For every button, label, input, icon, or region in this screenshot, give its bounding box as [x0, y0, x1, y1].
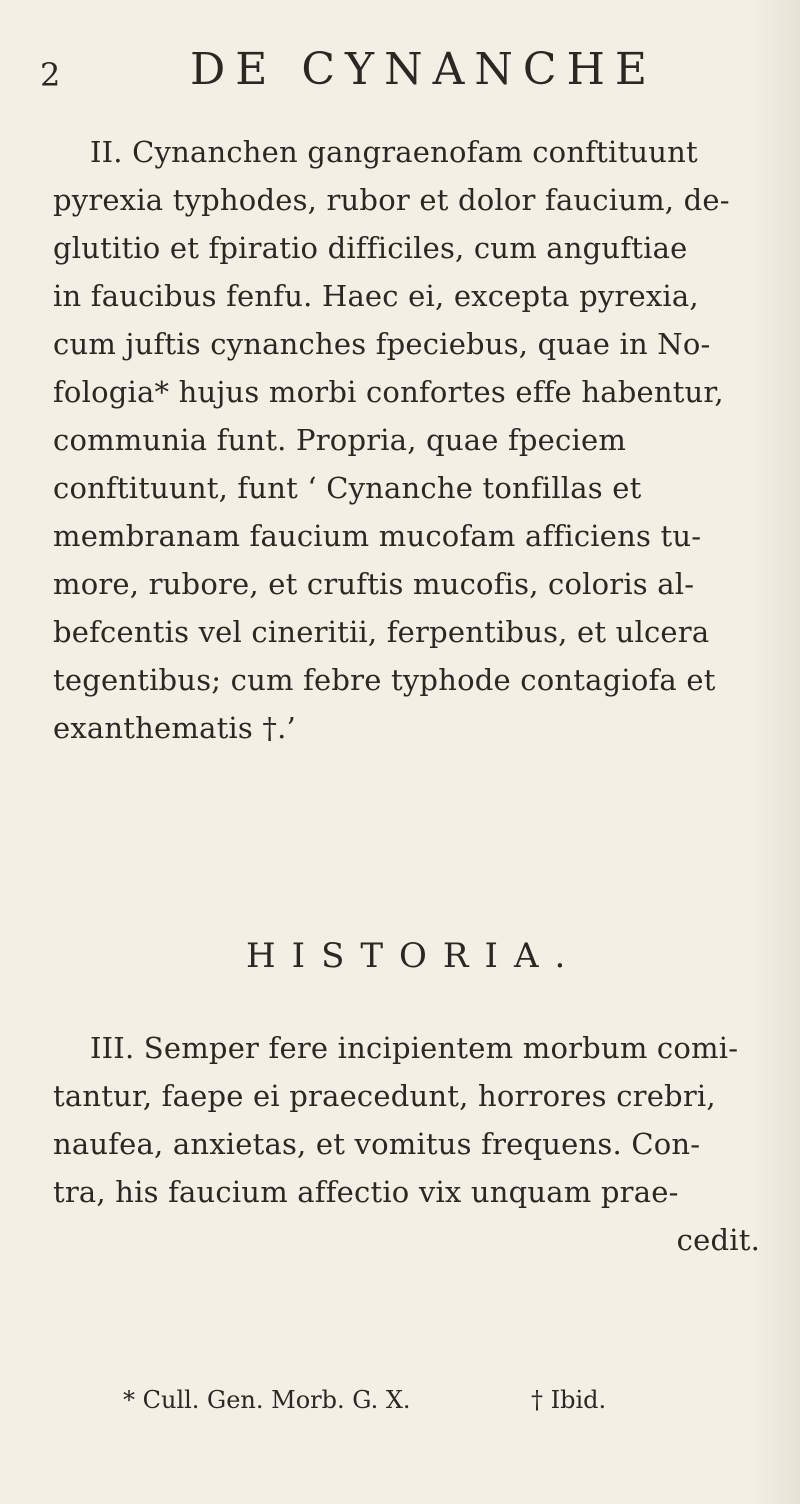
text-line: conftituunt, funt ‘ Cynanche tonfillas et [53, 471, 642, 505]
text-line: naufea, anxietas, et vomitus frequens. Con- [53, 1127, 701, 1161]
page-number: 2 [40, 56, 61, 94]
text-line: in faucibus fenfu. Haec ei, excepta pyrexia, [53, 279, 699, 313]
text-line: exanthematis †.’ [53, 711, 296, 745]
text-line: befcentis vel cineritii, ferpentibus, et ulcera [53, 615, 710, 649]
section-heading: HISTORIA. [246, 936, 582, 976]
text-line: more, rubore, et cruftis mucofis, coloris al- [53, 567, 695, 601]
running-head: DE CYNANCHE [190, 44, 658, 95]
text-line: tantur, faepe ei praecedunt, horrores crebri, [53, 1079, 716, 1113]
text-line: cedit. [676, 1223, 760, 1257]
text-line: membranam faucium mucofam afficiens tu- [53, 519, 702, 553]
text-line: II. Cynanchen gangraenofam conftituunt [90, 135, 698, 169]
footnotes [123, 1386, 723, 1430]
footnote-ibid: † Ibid. [531, 1386, 607, 1414]
page-header [40, 44, 760, 104]
text-line: communia funt. Propria, quae fpeciem [53, 423, 627, 457]
text-line: tegentibus; cum febre typhode contagiofa et [53, 663, 716, 697]
text-line: cum juftis cynanches fpeciebus, quae in No- [53, 327, 711, 361]
text-line: pyrexia typhodes, rubor et dolor faucium, de- [53, 183, 730, 217]
footnote-cullen: * Cull. Gen. Morb. G. X. [123, 1386, 411, 1414]
text-line: fologia* hujus morbi confortes effe habentur, [53, 375, 724, 409]
text-line: III. Semper fere incipientem morbum comi- [90, 1031, 739, 1065]
text-line: glutitio et fpiratio difficiles, cum anguftiae [53, 231, 688, 265]
text-line: tra, his faucium affectio vix unquam prae- [53, 1175, 679, 1209]
